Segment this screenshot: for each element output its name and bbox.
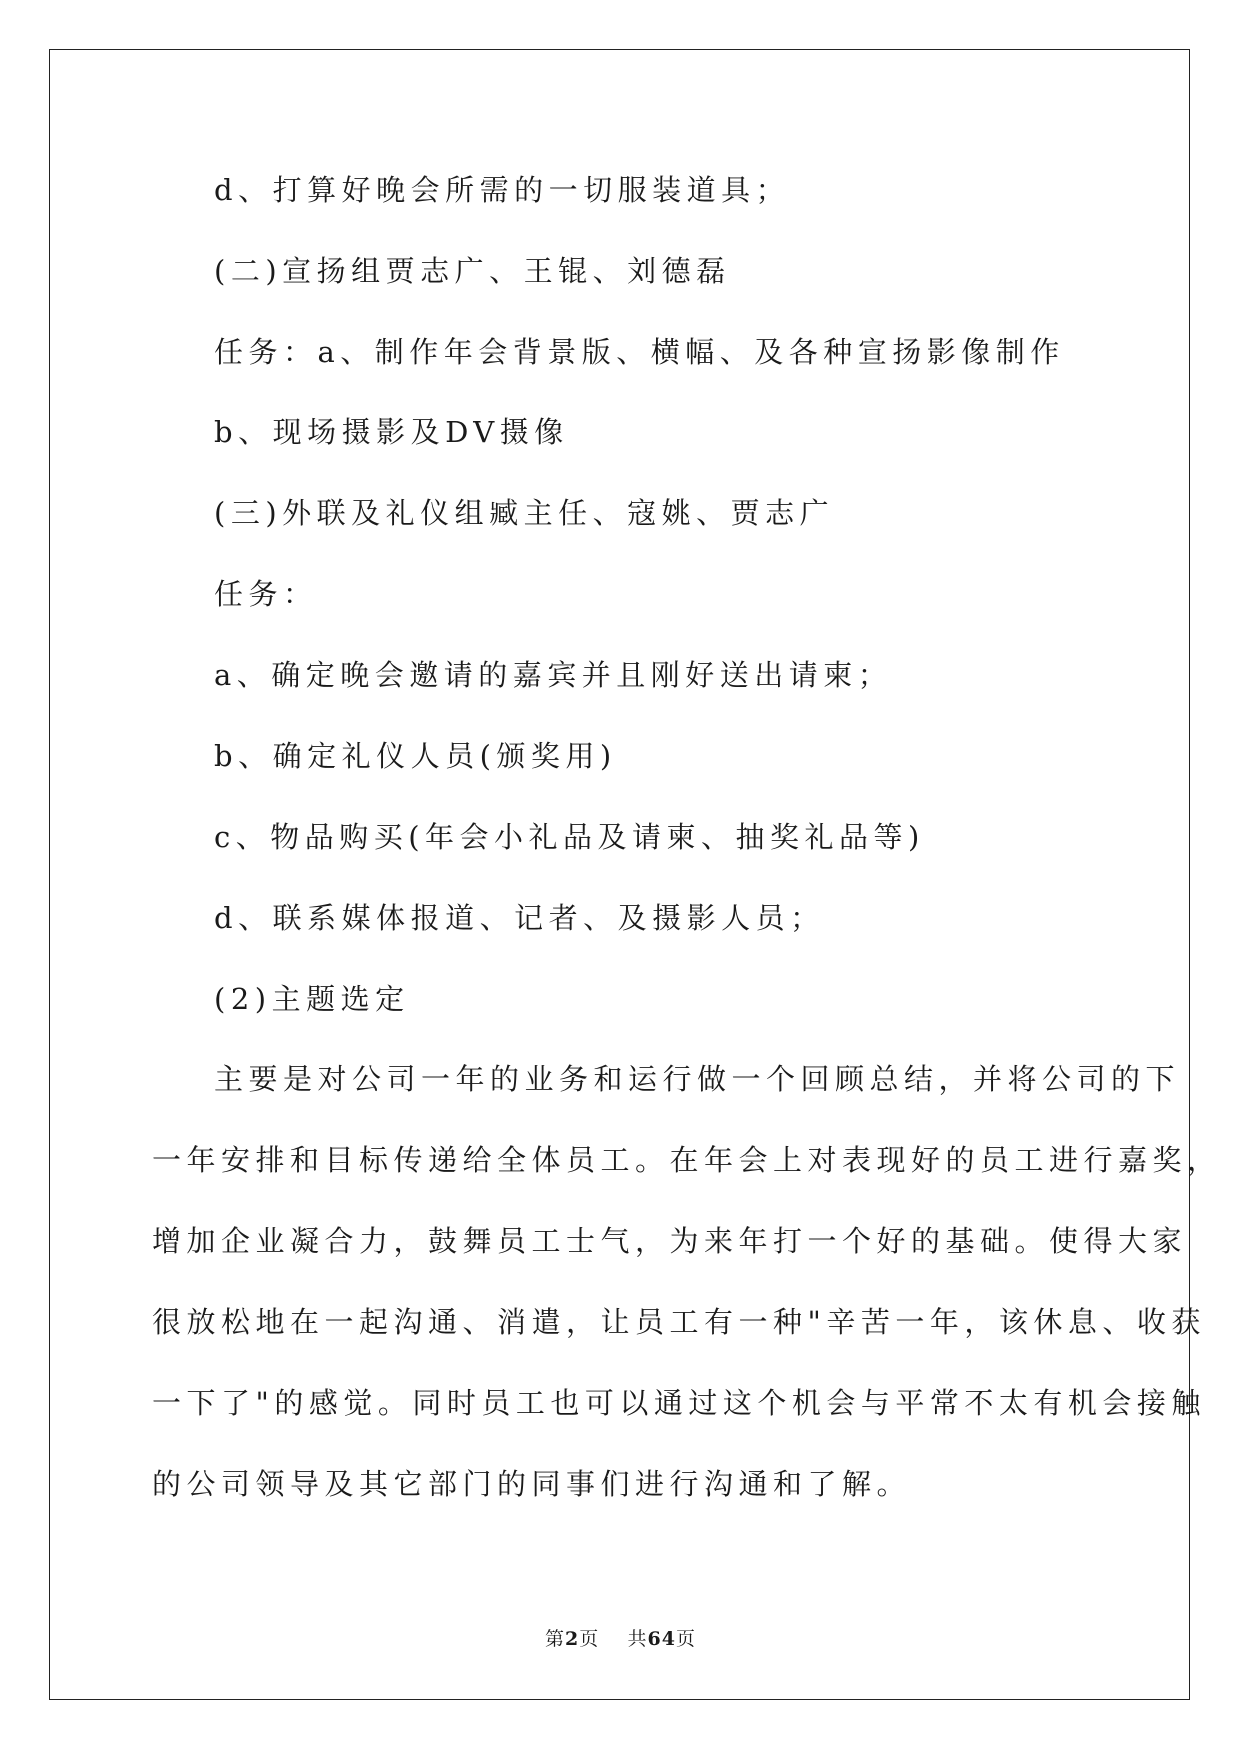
paragraph-line: 增加企业凝合力，鼓舞员工士气，为来年打一个好的基础。使得大家 <box>152 1224 1188 1258</box>
total-unit: 页 <box>675 1628 696 1650</box>
paragraph-line: 主要是对公司一年的业务和运行做一个回顾总结，并将公司的下 <box>214 1062 1181 1096</box>
page-footer <box>0 1624 1241 1651</box>
text-line: a、确定晚会邀请的嘉宾并且刚好送出请柬； <box>214 658 893 692</box>
paragraph-line: 的公司领导及其它部门的同事们进行沟通和了解。 <box>152 1467 912 1501</box>
page-number: 2 <box>565 1628 580 1650</box>
text-line: (三)外联及礼仪组臧主任、寇姚、贾志广 <box>214 496 835 530</box>
text-line: b、现场摄影及DV摄像 <box>214 415 569 449</box>
page-unit: 页 <box>579 1628 600 1650</box>
total-prefix: 共 <box>627 1628 648 1650</box>
section-heading: (2)主题选定 <box>214 982 410 1016</box>
text-line: d、打算好晚会所需的一切服装道具； <box>214 173 791 207</box>
paragraph-line: 一年安排和目标传递给全体员工。在年会上对表现好的员工进行嘉奖， <box>152 1143 1222 1177</box>
page-prefix: 第 <box>545 1628 566 1650</box>
text-line: b、确定礼仪人员(颁奖用) <box>214 739 617 773</box>
text-line: 任务：a、制作年会背景版、横幅、及各种宣扬影像制作 <box>214 335 1065 369</box>
paragraph-line: 一下了"的感觉。同时员工也可以通过这个机会与平常不太有机会接触 <box>152 1386 1206 1420</box>
paragraph-line: 很放松地在一起沟通、消遣，让员工有一种"辛苦一年，该休息、收获 <box>152 1305 1206 1339</box>
page-frame <box>49 49 1190 1700</box>
text-line: c、物品购买(年会小礼品及请柬、抽奖礼品等) <box>214 820 925 854</box>
text-line: 任务： <box>214 577 318 611</box>
text-line: (二)宣扬组贾志广、王锟、刘德磊 <box>214 254 731 288</box>
text-line: d、联系媒体报道、记者、及摄影人员； <box>214 901 825 935</box>
total-pages: 64 <box>647 1628 676 1650</box>
